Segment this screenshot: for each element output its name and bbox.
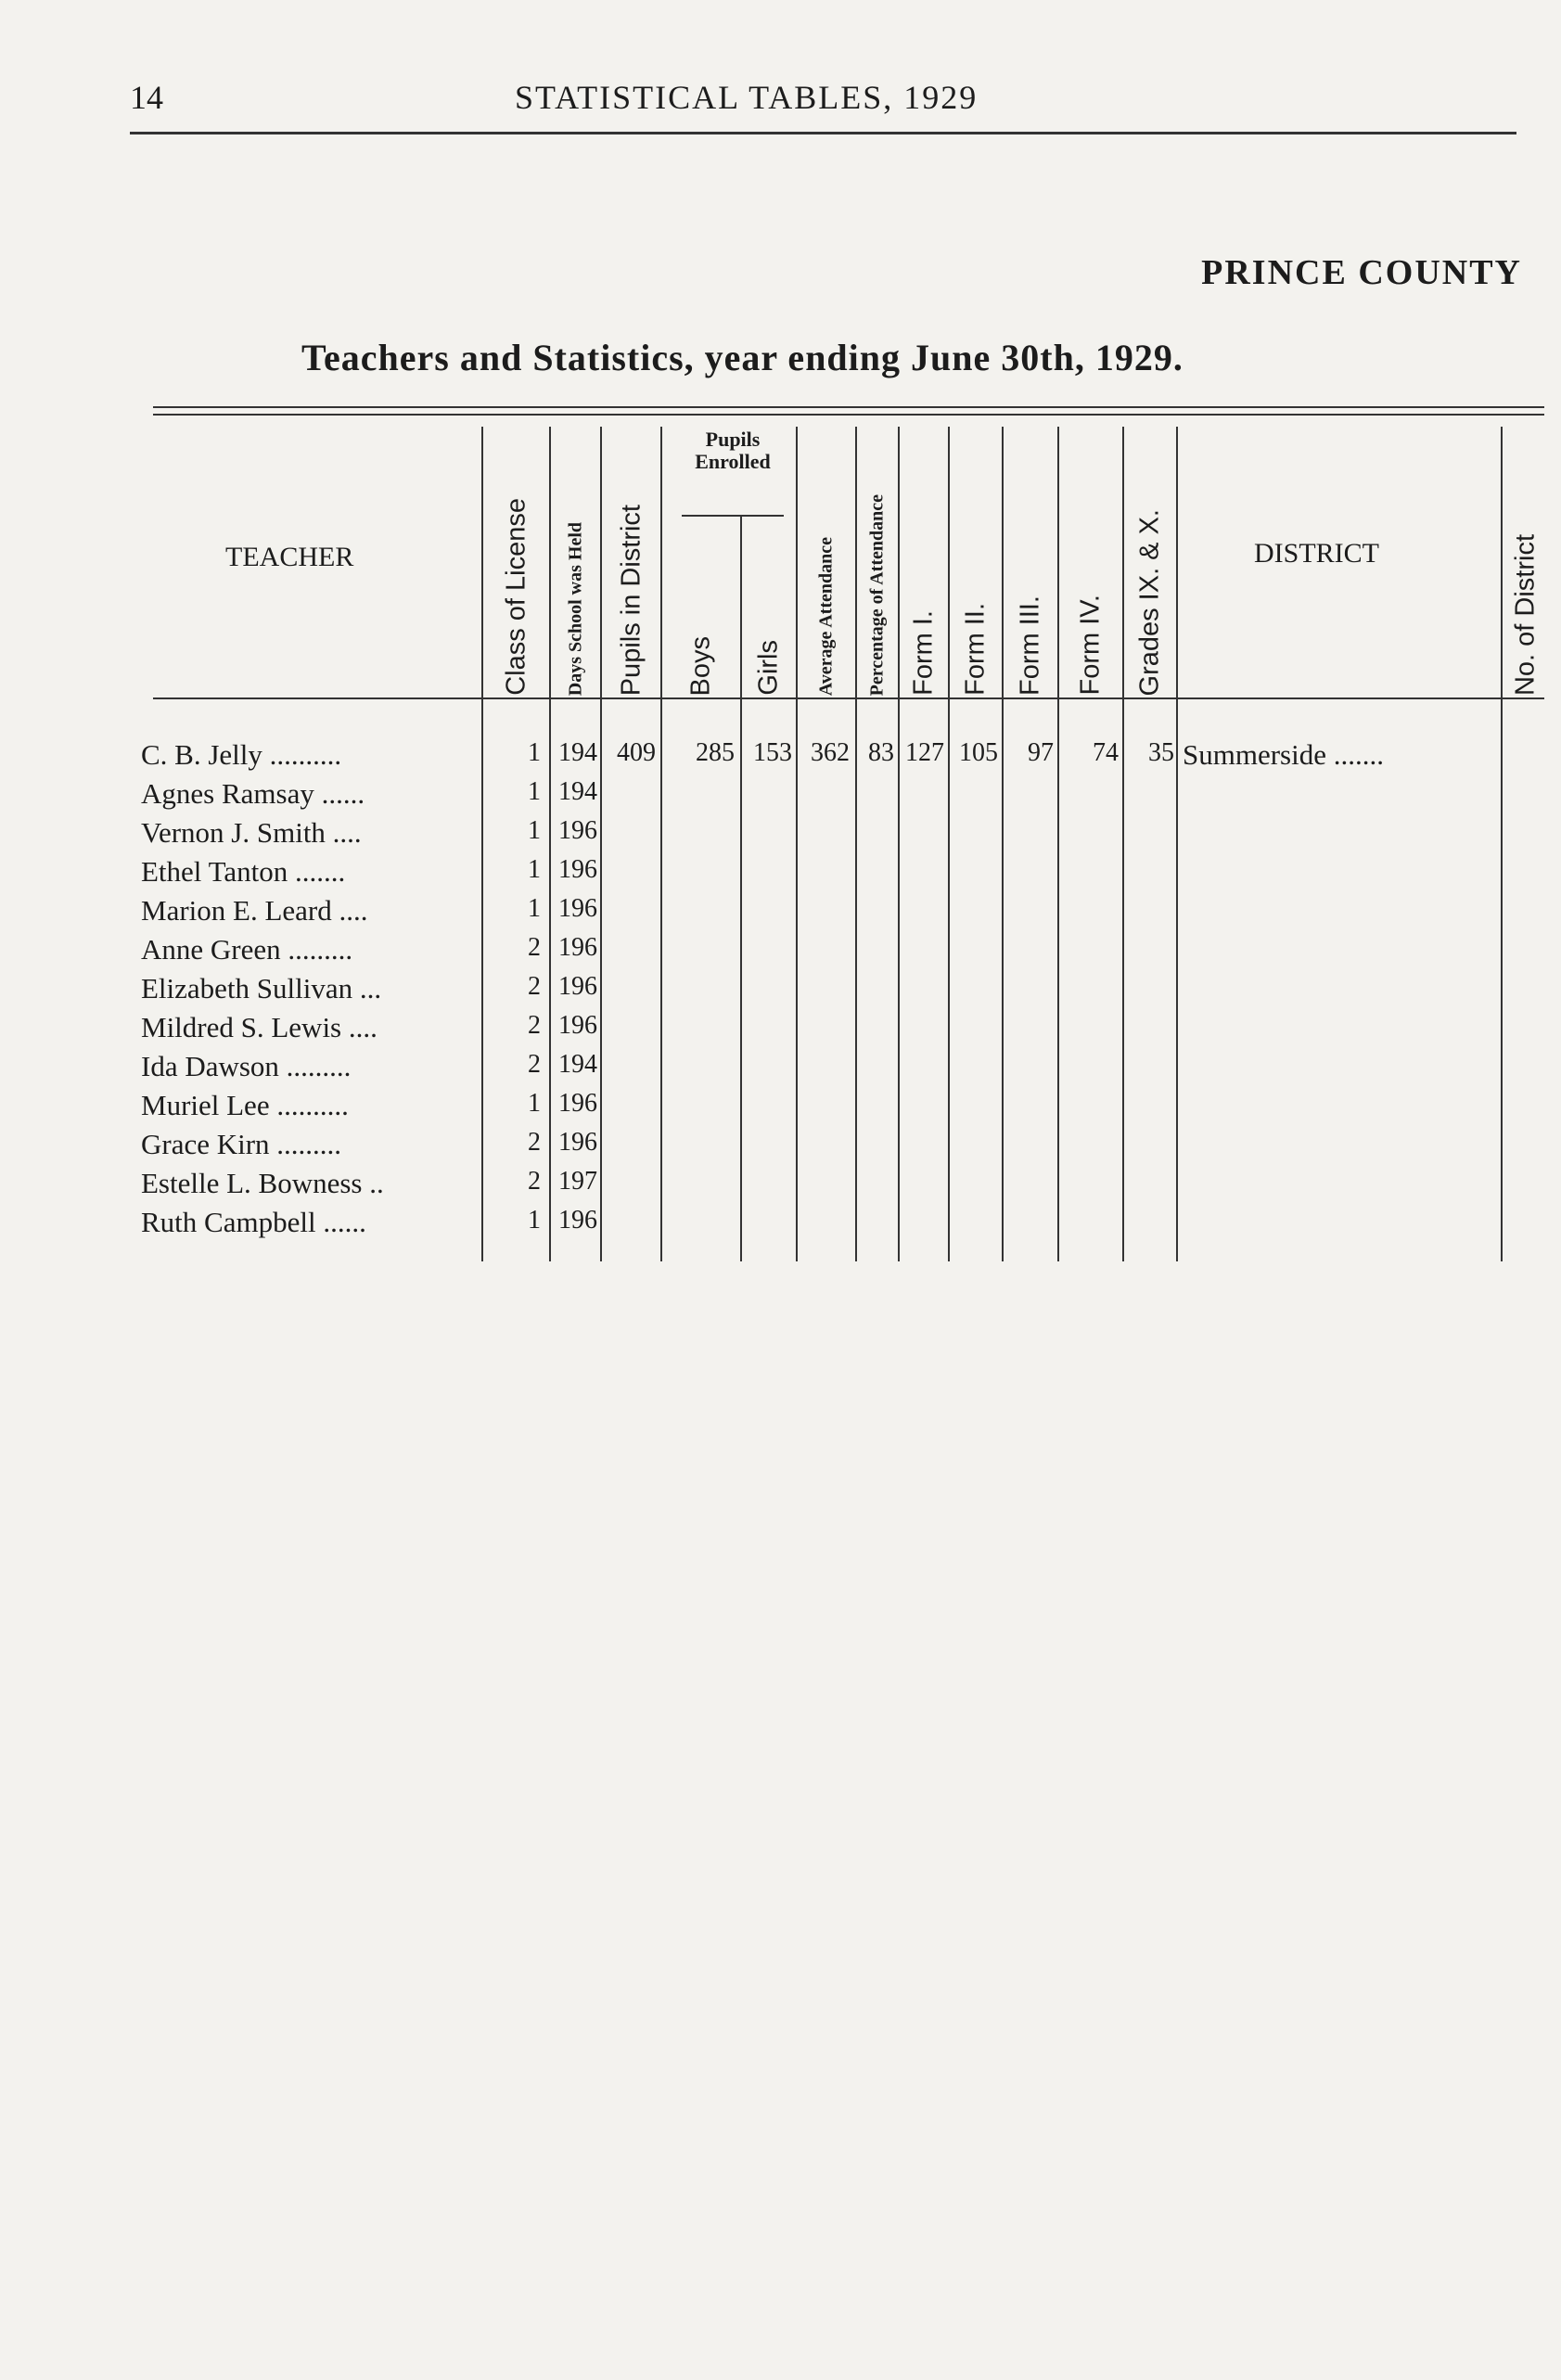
- page-number: 14: [130, 79, 163, 116]
- form3-column-header: Form III.: [1015, 595, 1045, 696]
- license-class: 2: [528, 972, 541, 1001]
- average-attendance-value: 362: [811, 738, 850, 767]
- days-held: 196: [558, 1011, 597, 1040]
- header-bottom-rule: [153, 697, 1544, 699]
- district-no-header-cell: [1503, 427, 1549, 696]
- teacher-name: Anne Green .........: [141, 933, 353, 966]
- teacher-name: Mildred S. Lewis ....: [141, 1011, 377, 1043]
- days-held: 196: [558, 1206, 597, 1235]
- days-held: 196: [558, 933, 597, 962]
- license-header-cell: [484, 427, 549, 696]
- avg-attendance-header-cell: [798, 427, 855, 696]
- license-class: 2: [528, 1050, 541, 1079]
- pct-attendance-header-cell: [857, 427, 898, 696]
- license-class: 1: [528, 855, 541, 884]
- grades-column-header: Grades IX. & X.: [1134, 508, 1165, 696]
- teacher-name: Marion E. Leard ....: [141, 894, 368, 927]
- girls-column-header: Girls: [753, 640, 784, 696]
- form3-value: 97: [1028, 738, 1054, 767]
- days-held: 196: [558, 1089, 597, 1118]
- days-held: 196: [558, 816, 597, 845]
- percentage-attendance-value: 83: [868, 738, 894, 767]
- form1-value: 127: [905, 738, 944, 767]
- running-head: STATISTICAL TABLES, 1929: [515, 79, 979, 116]
- license-class: 2: [528, 1167, 541, 1196]
- days-held: 194: [558, 777, 597, 806]
- form1-header-cell: [900, 427, 948, 696]
- column-rule: [1176, 427, 1178, 1261]
- teacher-name: Vernon J. Smith ....: [141, 816, 362, 849]
- days-held: 194: [558, 1050, 597, 1079]
- days-held: 196: [558, 855, 597, 884]
- days-held: 197: [558, 1167, 597, 1196]
- teacher-name: Muriel Lee ..........: [141, 1089, 349, 1121]
- header-rule: [130, 132, 1516, 134]
- district-name: Summerside .......: [1183, 738, 1384, 771]
- table-subtitle: Teachers and Statistics, year ending June 30th, 1929.: [301, 337, 1184, 378]
- pupils-in-district-value: 409: [617, 738, 656, 767]
- teacher-name: Ida Dawson .........: [141, 1050, 352, 1082]
- license-class: 1: [528, 1089, 541, 1118]
- pupils-header-cell: [602, 427, 660, 696]
- form3-header-cell: [1004, 427, 1057, 696]
- days-held: 196: [558, 972, 597, 1001]
- license-class: 1: [528, 1206, 541, 1235]
- pupils-district-column-header: Pupils in District: [616, 504, 646, 696]
- district-column-header: DISTRICT: [1254, 538, 1379, 569]
- average-attendance-column-header: Average Attendance: [815, 536, 837, 696]
- form4-header-cell: [1059, 427, 1122, 696]
- grades-header-cell: [1124, 427, 1176, 696]
- days-held: 196: [558, 894, 597, 923]
- form4-value: 74: [1093, 738, 1119, 767]
- table-top-rule: [153, 414, 1544, 416]
- boys-header-cell: [662, 519, 740, 696]
- days-header-cell: [551, 427, 600, 696]
- table-top-rule: [153, 406, 1544, 408]
- form2-value: 105: [959, 738, 998, 767]
- license-class: 1: [528, 894, 541, 923]
- teacher-name: Estelle L. Bowness ..: [141, 1167, 384, 1199]
- license-class: 2: [528, 1128, 541, 1157]
- pupils-enrolled-group-header: Pupils Enrolled: [695, 428, 771, 473]
- teacher-column-header: TEACHER: [225, 542, 354, 572]
- percentage-attendance-column-header: Percentage of Attendance: [866, 493, 888, 696]
- girls-header-cell: [742, 519, 796, 696]
- teacher-name: Ruth Campbell ......: [141, 1206, 366, 1238]
- teacher-name: Agnes Ramsay ......: [141, 777, 365, 810]
- teacher-name: Elizabeth Sullivan ...: [141, 972, 382, 1004]
- teacher-name: Ethel Tanton .......: [141, 855, 346, 888]
- license-class: 1: [528, 816, 541, 845]
- days-held: 194: [558, 738, 597, 767]
- days-column-header: Days School was Held: [565, 521, 585, 696]
- license-class: 1: [528, 738, 541, 767]
- license-class: 2: [528, 933, 541, 962]
- county-heading: PRINCE COUNTY: [1201, 253, 1522, 292]
- boys-column-header: Boys: [685, 635, 716, 696]
- grades-ix-x-value: 35: [1148, 738, 1174, 767]
- form2-column-header: Form II.: [960, 603, 991, 696]
- enrolled-group-rule: [682, 515, 784, 517]
- days-held: 196: [558, 1128, 597, 1157]
- license-class: 1: [528, 777, 541, 806]
- girls-value: 153: [753, 738, 792, 767]
- boys-value: 285: [696, 738, 735, 767]
- license-class: 2: [528, 1011, 541, 1040]
- form2-header-cell: [950, 427, 1002, 696]
- teacher-name: C. B. Jelly ..........: [141, 738, 342, 771]
- district-number-column-header: No. of District: [1510, 533, 1541, 696]
- teacher-name: Grace Kirn .........: [141, 1128, 342, 1160]
- form4-column-header: Form IV.: [1075, 595, 1106, 696]
- license-column-header: Class of License: [501, 498, 531, 696]
- form1-column-header: Form I.: [908, 610, 939, 696]
